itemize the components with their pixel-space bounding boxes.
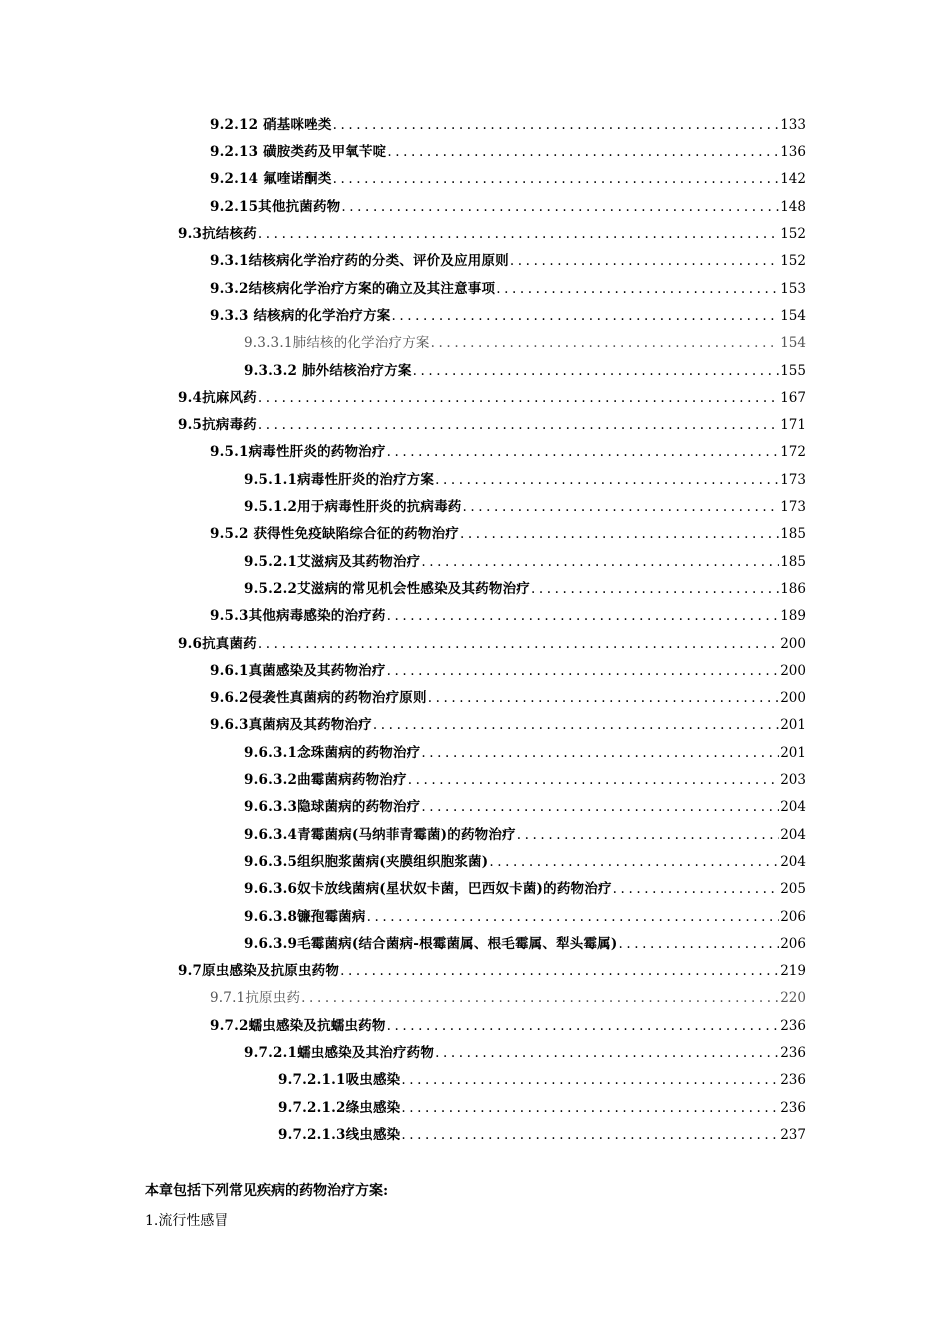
toc-entry[interactable] — [210, 658, 806, 685]
toc-entry-title: 9.2.13 磺胺类药及甲氧苄啶 — [210, 144, 387, 161]
toc-page-number: 203 — [780, 772, 806, 789]
toc-dot-leader — [489, 856, 779, 870]
toc-entry-title: 9.7.1抗原虫药 — [210, 990, 301, 1007]
toc-entry-title: 9.7.2.1.2绦虫感染 — [278, 1099, 401, 1116]
toc-entry[interactable] — [210, 521, 806, 548]
toc-entry-title: 9.6.3.5组织胞浆菌病(夹膜组织胞浆菌) — [244, 853, 489, 870]
toc-entry-title: 9.3.2结核病化学治疗方案的确立及其注意事项 — [210, 280, 496, 297]
toc-entry[interactable] — [244, 576, 806, 603]
toc-page-number: 154 — [780, 307, 806, 324]
toc-entry[interactable] — [210, 248, 806, 275]
toc-entry[interactable] — [210, 139, 806, 166]
toc-entry[interactable] — [210, 440, 806, 467]
toc-page-number: 204 — [780, 853, 806, 870]
toc-page-number: 200 — [780, 635, 806, 652]
toc-dot-leader — [496, 283, 779, 297]
toc-entry[interactable] — [210, 685, 806, 712]
toc-page-number: 206 — [780, 908, 806, 925]
toc-entry[interactable] — [244, 794, 806, 821]
toc-entry-title: 9.7.2.1蠕虫感染及其治疗药物 — [244, 1044, 435, 1061]
toc-page-number: 133 — [780, 116, 806, 133]
toc-page-number: 204 — [780, 826, 806, 843]
toc-dot-leader — [258, 392, 779, 406]
toc-entry-title: 9.6抗真菌药 — [178, 635, 257, 652]
toc-dot-leader — [413, 365, 780, 379]
toc-entry-title: 9.5.1.1病毒性肝炎的治疗方案 — [244, 471, 435, 488]
toc-entry[interactable] — [244, 740, 806, 767]
toc-dot-leader — [613, 883, 780, 897]
toc-entry-title: 9.2.15其他抗菌药物 — [210, 198, 341, 215]
toc-dot-leader — [618, 938, 779, 952]
toc-entry[interactable] — [178, 385, 806, 412]
toc-dot-leader — [387, 146, 779, 160]
toc-entry-title: 9.7.2蠕虫感染及抗蠕虫药物 — [210, 1017, 386, 1034]
toc-page-number: 236 — [780, 1017, 806, 1034]
toc-entry-title: 9.6.3.8镰孢霉菌病 — [244, 908, 366, 925]
toc-entry[interactable] — [178, 412, 806, 439]
toc-entry-title: 9.5.2.1艾滋病及其药物治疗 — [244, 553, 421, 570]
toc-page-number: 236 — [780, 1044, 806, 1061]
toc-entry[interactable] — [244, 876, 806, 903]
toc-entry-title: 9.6.3.6奴卡放线菌病(星状奴卡菌，巴西奴卡菌)的药物治疗 — [244, 881, 612, 898]
toc-entry-title: 9.5抗病毒药 — [178, 417, 257, 434]
toc-entry[interactable] — [244, 931, 806, 958]
toc-entry[interactable] — [244, 849, 806, 876]
toc-dot-leader — [435, 1047, 779, 1061]
toc-entry-title: 9.6.3.4青霉菌病(马纳菲青霉菌)的药物治疗 — [244, 826, 516, 843]
toc-entry[interactable] — [210, 194, 806, 221]
toc-page-number: 186 — [780, 580, 806, 597]
toc-entry-title: 9.6.3.1念珠菌病的药物治疗 — [244, 744, 421, 761]
toc-entry-title: 9.2.14 氟喹诺酮类 — [210, 171, 332, 188]
toc-entry-title: 9.3抗结核药 — [178, 226, 257, 243]
toc-page-number: 219 — [780, 963, 806, 980]
toc-entry-title: 9.5.2 获得性免疫缺陷综合征的药物治疗 — [210, 526, 459, 543]
toc-page-number: 236 — [780, 1072, 806, 1089]
toc-entry[interactable] — [244, 1040, 806, 1067]
toc-entry[interactable] — [210, 112, 806, 139]
toc-page-number: 200 — [780, 662, 806, 679]
toc-page-number: 200 — [780, 690, 806, 707]
toc-page-number: 204 — [780, 799, 806, 816]
toc-dot-leader — [340, 965, 779, 979]
toc-page-number: 173 — [780, 471, 806, 488]
toc-entry[interactable] — [178, 958, 806, 985]
toc-page-number: 136 — [780, 144, 806, 161]
toc-entry-title: 9.5.1.2用于病毒性肝炎的抗病毒药 — [244, 499, 462, 516]
toc-entry-title: 9.3.3 结核病的化学治疗方案 — [210, 307, 391, 324]
toc-entry[interactable] — [244, 549, 806, 576]
toc-page-number: 189 — [780, 608, 806, 625]
toc-entry-title: 9.5.3其他病毒感染的治疗药 — [210, 608, 386, 625]
toc-dot-leader — [421, 801, 779, 815]
toc-dot-leader — [301, 992, 779, 1006]
toc-page-number: 167 — [780, 389, 806, 406]
toc-page-number: 201 — [780, 744, 806, 761]
disease-list-item: 1.流行性感冒 — [145, 1213, 229, 1229]
toc-entry-title: 9.6.1真菌感染及其药物治疗 — [210, 662, 386, 679]
toc-dot-leader — [387, 610, 780, 624]
toc-page-number: 185 — [780, 526, 806, 543]
toc-dot-leader — [435, 474, 779, 488]
toc-entry-title: 9.6.3真菌病及其药物治疗 — [210, 717, 372, 734]
toc-page-number: 153 — [780, 280, 806, 297]
toc-dot-leader — [421, 556, 779, 570]
toc-dot-leader — [421, 747, 779, 761]
toc-page-number: 142 — [780, 171, 806, 188]
toc-entry-title: 9.6.3.9毛霉菌病(结合菌病-根霉菌属、根毛霉属、犁头霉属) — [244, 935, 618, 952]
toc-page-number: 237 — [780, 1126, 806, 1143]
toc-dot-leader — [401, 1102, 779, 1116]
toc-entry-title: 9.6.2侵袭性真菌病的药物治疗原则 — [210, 690, 427, 707]
toc-page-number: 152 — [780, 253, 806, 270]
toc-page-number: 152 — [780, 226, 806, 243]
toc-entry[interactable] — [244, 822, 806, 849]
toc-dot-leader — [428, 692, 780, 706]
toc-dot-leader — [387, 665, 780, 679]
toc-entry[interactable] — [278, 1095, 806, 1122]
toc-dot-leader — [517, 829, 779, 843]
toc-dot-leader — [391, 310, 779, 324]
toc-dot-leader — [333, 119, 780, 133]
toc-dot-leader — [373, 719, 779, 733]
toc-dot-leader — [258, 228, 779, 242]
toc-dot-leader — [408, 774, 780, 788]
toc-dot-leader — [341, 201, 779, 215]
toc-page-number: 155 — [780, 362, 806, 379]
toc-page-number: 205 — [780, 881, 806, 898]
toc-entry[interactable] — [244, 358, 806, 385]
toc-entry[interactable] — [178, 221, 806, 248]
toc-dot-leader — [431, 337, 780, 351]
toc-entry-title: 9.4抗麻风药 — [178, 389, 257, 406]
toc-entry[interactable] — [244, 467, 806, 494]
toc-dot-leader — [462, 501, 779, 515]
toc-page-number: 201 — [780, 717, 806, 734]
toc-dot-leader — [367, 911, 780, 925]
toc-dot-leader — [531, 583, 779, 597]
toc-entry-title: 9.2.12 硝基咪唑类 — [210, 116, 332, 133]
toc-dot-leader — [333, 173, 780, 187]
toc-entry[interactable] — [178, 631, 806, 658]
toc-entry[interactable] — [244, 494, 806, 521]
toc-entry[interactable] — [278, 1122, 806, 1149]
toc-entry-title: 9.7.2.1.1吸虫感染 — [278, 1072, 401, 1089]
toc-dot-leader — [387, 1020, 780, 1034]
toc-dot-leader — [258, 419, 779, 433]
toc-entry[interactable] — [210, 1013, 806, 1040]
toc-page-number: 171 — [780, 417, 806, 434]
toc-entry[interactable] — [210, 603, 806, 630]
toc-page-number: 185 — [780, 553, 806, 570]
toc-entry[interactable] — [210, 713, 806, 740]
toc-entry[interactable] — [244, 767, 806, 794]
chapter-note: 本章包括下列常见疾病的药物治疗方案: — [145, 1183, 389, 1199]
toc-entry-title: 9.6.3.3隐球菌病的药物治疗 — [244, 799, 421, 816]
toc-entry-title: 9.5.1病毒性肝炎的药物治疗 — [210, 444, 386, 461]
toc-entry-title: 9.3.3.1肺结核的化学治疗方案 — [244, 335, 430, 352]
toc-entry[interactable] — [244, 904, 806, 931]
toc-entry-title: 9.3.1结核病化学治疗药的分类、评价及应用原则 — [210, 253, 509, 270]
toc-entry-title: 9.6.3.2曲霉菌病药物治疗 — [244, 772, 407, 789]
toc-dot-leader — [401, 1074, 779, 1088]
toc-entry[interactable] — [210, 276, 806, 303]
toc-page-number: 220 — [780, 990, 806, 1007]
toc-dot-leader — [401, 1129, 779, 1143]
toc-dot-leader — [387, 446, 780, 460]
toc-entry[interactable] — [210, 167, 806, 194]
toc-page-number: 236 — [780, 1099, 806, 1116]
toc-entry[interactable] — [278, 1067, 806, 1094]
toc-entry[interactable] — [210, 303, 806, 330]
table-of-contents — [0, 112, 950, 1149]
toc-entry-title: 9.3.3.2 肺外结核治疗方案 — [244, 362, 412, 379]
toc-page-number: 172 — [780, 444, 806, 461]
toc-entry-title: 9.7.2.1.3线虫感染 — [278, 1126, 401, 1143]
toc-entry[interactable] — [210, 986, 806, 1013]
toc-page-number: 154 — [780, 335, 806, 352]
toc-entry-title: 9.7原虫感染及抗原虫药物 — [178, 963, 340, 980]
toc-page-number: 173 — [780, 499, 806, 516]
toc-entry-title: 9.5.2.2艾滋病的常见机会性感染及其药物治疗 — [244, 580, 530, 597]
toc-dot-leader — [258, 638, 779, 652]
toc-page-number: 148 — [780, 198, 806, 215]
toc-dot-leader — [510, 255, 779, 269]
toc-entry[interactable] — [244, 330, 806, 357]
toc-page-number: 206 — [780, 935, 806, 952]
toc-dot-leader — [460, 528, 779, 542]
